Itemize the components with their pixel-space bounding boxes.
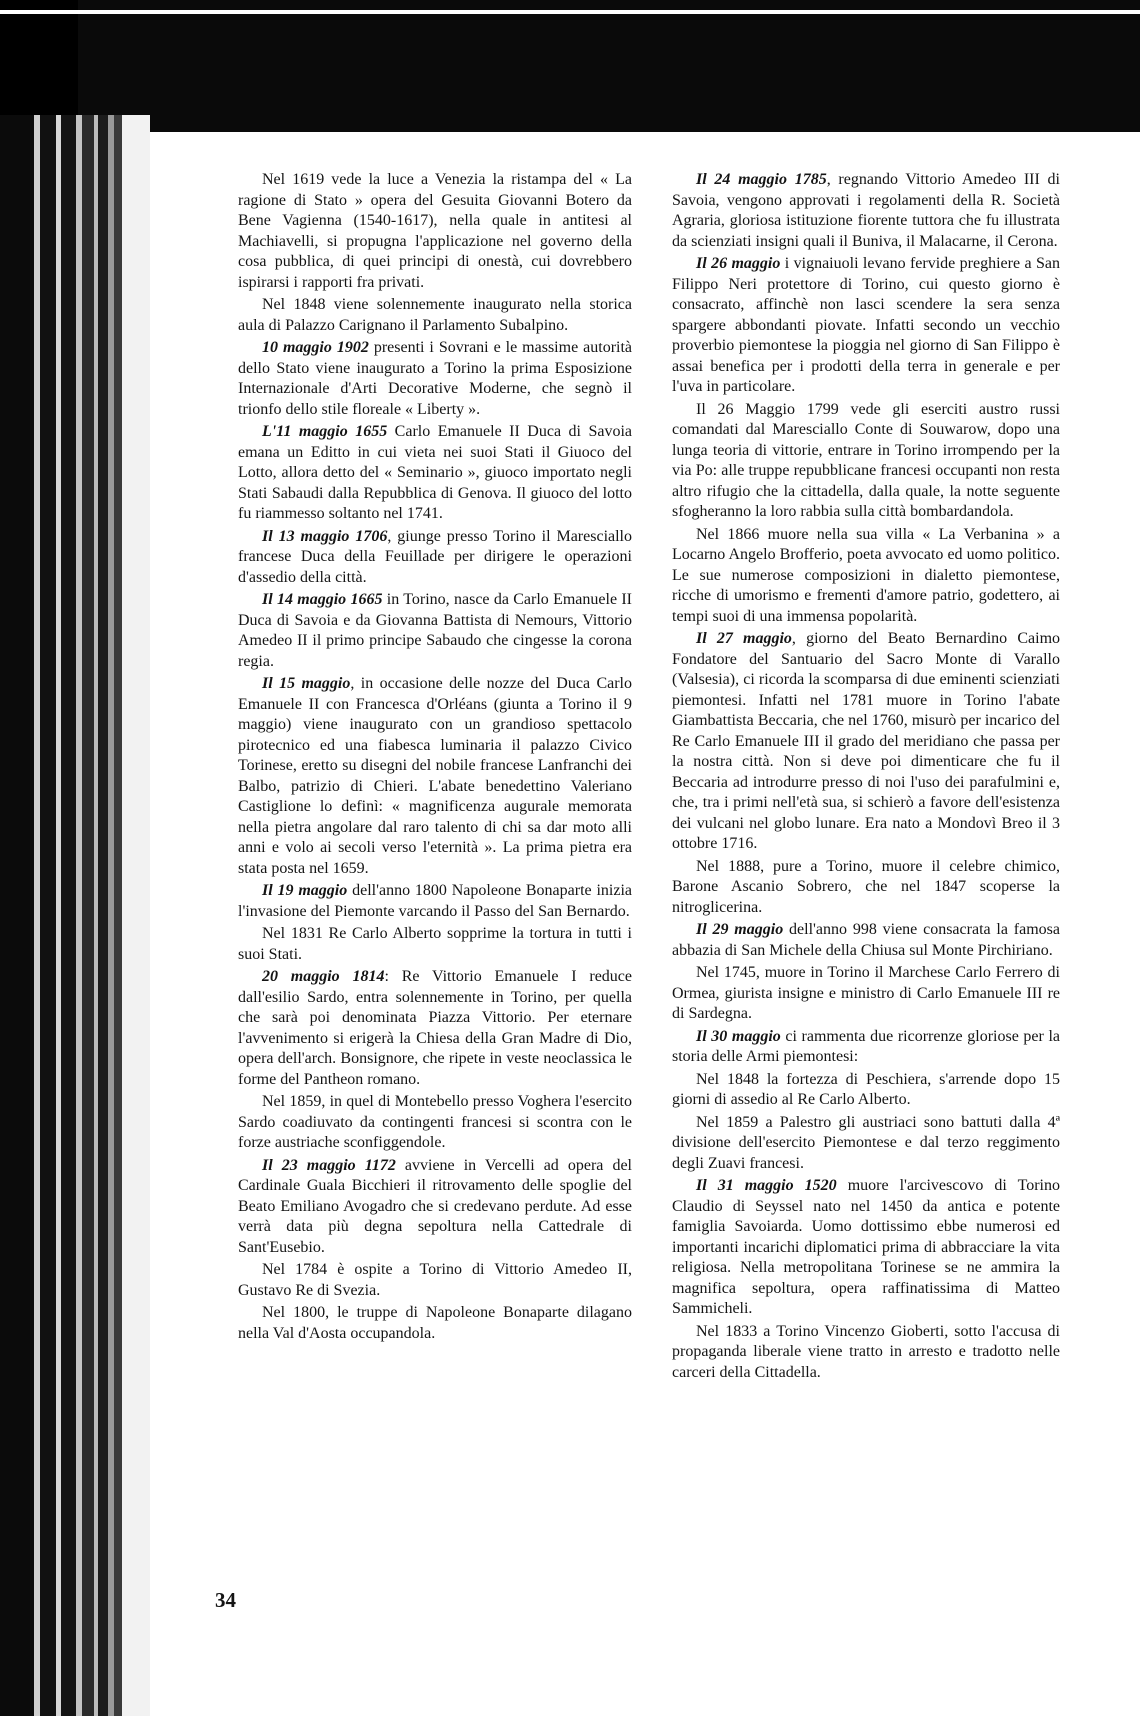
date-heading: Il 24 maggio 1785 xyxy=(696,171,827,188)
paragraph-text: Nel 1619 vede la luce a Venezia la ristampa del « La ragione di Stato » opera del Gesuita Giovanni Botero da Bene Vagienna (1540-1617), nella quale in antitesi al Machiavelli, si propugna l'applicazione nel governo della cosa pubblica, di quei principi di onestà, cui dovrebbero ispirarsi i rapporti fra privati. xyxy=(238,171,632,291)
paragraph-text: : Re Vittorio Emanuele I reduce dall'esilio Sardo, entra solennemente in Torino, per quella che sarà poi denominata Piazza Vittorio. Per eternare l'avvenimento si erigerà la Chiesa della Gran Madre di Dio, opera dell'arch. Bonsignore, che ripete in veste neoclassica le forme del Pantheon romano. xyxy=(238,968,633,1088)
paragraph xyxy=(238,1303,632,1344)
paragraph xyxy=(672,1027,1060,1068)
paragraph xyxy=(672,629,1060,855)
paragraph xyxy=(672,1070,1060,1111)
paragraph xyxy=(672,1322,1060,1384)
scan-top-notch xyxy=(0,0,78,132)
date-heading: Il 30 maggio xyxy=(696,1027,781,1045)
paragraph-text: , in occasione delle nozze del Duca Carlo Emanuele II con Francesca d'Orléans (giunta a Torino il 9 maggio) viene inaugurato con un grandioso spettacolo pirotecnico ed una fiabesca luminaria il palazzo Civico Torinese, eretto su disegni del nobile francese Lanfranchi dei Balbo, patrizio di Chieri. L'abate benedettino Valeriano Castiglione lo definì: « magnificenza augurale memorata nella pietra angolare dal raro talento di chi sa dar moto alli anni e volo ai secoli verso l'eternità ». La prima pietra era stata posta nel 1659. xyxy=(238,675,632,877)
paragraph xyxy=(672,525,1060,628)
date-heading: Il 14 maggio 1665 xyxy=(262,591,383,608)
paragraph xyxy=(238,674,632,879)
paragraph-text: , regnando Vittorio Amedeo III di Savoia, vengono approvati i regolamenti della R. Società Agraria, gloriosa istituzione fiorente tuttora che fu illustrata da scienziati insigni quali il Buniva, il Malacarne, il Cerona. xyxy=(672,171,1060,250)
paragraph-text: , giorno del Beato Bernardino Caimo Fondatore del Santuario del Sacro Monte di Varallo (Valsesia), ci ricorda la scomparsa di due eminenti scienziati piemontesi. Infatti nel 1781 muore in Torino l'abate Giambattista Beccaria, che nel 1760, misurò per incarico del Re Carlo Emanuele III il grado del meridiano che passa per la nostra città. Non si deve poi dimenticare che fu il Beccaria ad introdurre presso di noi l'uso dei parafulmini e, che, tra i primi nell'età sua, si schierò a favore dell'esistenza dei vulcani nel globo lunare. Era nato a Mondovì Breo il 3 ottobre 1716. xyxy=(672,630,1061,852)
date-heading: Il 15 maggio xyxy=(262,675,351,692)
paragraph xyxy=(238,338,632,420)
paragraph xyxy=(238,590,632,672)
date-heading: 20 maggio 1814 xyxy=(262,968,385,985)
paragraph xyxy=(238,295,632,336)
paragraph-text: Nel 1888, pure a Torino, muore il celebre chimico, Barone Ascanio Sobrero, che nel 1847 scoperse la nitroglicerina. xyxy=(672,857,1060,916)
paragraph-text: avviene in Vercelli ad opera del Cardinale Guala Bicchieri il ritrovamento delle spoglie del Beato Emiliano Avogadro che si credevano perdute. Ad esse verrà data più degna sepoltura nella Cattedrale di Sant'Eusebio. xyxy=(238,1156,632,1256)
paragraph xyxy=(238,967,632,1090)
paragraph xyxy=(672,963,1060,1025)
scan-top-edge xyxy=(0,10,1140,14)
paragraph-text: presenti i Sovrani e le massime autorità dello Stato viene inaugurato a Torino la prima Esposizione Internazionale d'Arti Decorative Moderne, che segnò il trionfo dello stile floreale « Liberty ». xyxy=(238,339,633,418)
paragraph xyxy=(238,1260,632,1301)
paragraph xyxy=(672,1113,1060,1175)
right-text-column xyxy=(672,170,1060,1385)
date-heading: L'11 maggio 1655 xyxy=(262,423,388,440)
paragraph-text: dell'anno 1800 Napoleone Bonaparte inizia l'invasione del Piemonte varcando il Passo del San Bernardo. xyxy=(238,882,633,920)
paragraph-text: ci rammenta due ricorrenze gloriose per la storia delle Armi piemontesi: xyxy=(672,1027,1060,1065)
paragraph xyxy=(238,1156,632,1259)
date-heading: Il 27 maggio xyxy=(696,630,792,647)
date-heading: Il 26 maggio xyxy=(696,255,781,272)
paragraph-text: Nel 1848 la fortezza di Peschiera, s'arrende dopo 15 giorni di assedio al Re Carlo Alberto. xyxy=(672,1070,1060,1108)
paragraph-text: in Torino, nasce da Carlo Emanuele II Duca di Savoia e da Giovanna Battista di Nemours, Vittorio Amedeo II il primo principe Sabaudo che cingesse la corona regia. xyxy=(238,591,633,670)
paragraph xyxy=(672,400,1060,523)
paragraph xyxy=(672,170,1060,252)
paragraph xyxy=(238,881,632,922)
scan-left-edge xyxy=(0,115,150,1716)
paragraph-text: Nel 1833 a Torino Vincenzo Gioberti, sotto l'accusa di propaganda liberale viene tratto in arresto e tradotto nelle carceri della Cittadella. xyxy=(672,1322,1060,1381)
page-number: 34 xyxy=(215,1588,236,1612)
paragraph-text: Nel 1784 è ospite a Torino di Vittorio Amedeo II, Gustavo Re di Svezia. xyxy=(238,1261,632,1299)
paragraph xyxy=(238,924,632,965)
paragraph xyxy=(672,920,1060,961)
paragraph-text: i vignaiuoli levano fervide preghiere a San Filippo Neri protettore di Torino, cui questo giorno è consacrato, affinchè non lasci scendere la sera senza spargere abbondanti piovate. Infatti secondo un vecchio proverbio piemontese la pioggia nel giorno di San Filippo è assai benefica per i prodotti della terra in generale e per l'uva in particolare. xyxy=(672,255,1060,395)
paragraph xyxy=(672,857,1060,919)
date-heading: Il 23 maggio 1172 xyxy=(262,1156,396,1174)
paragraph xyxy=(238,170,632,293)
left-text-column xyxy=(238,170,632,1346)
scan-top-dark-band xyxy=(0,0,1140,132)
paragraph-text: muore l'arcivescovo di Torino Claudio di Seyssel nato nel 1450 da antica e potente famiglia Savoiarda. Uomo dottissimo ebbe numerosi ed importanti incarichi diplomatici prima di abbracciare la vita religiosa. Nella metropolitana Torinese se ne ammira la magnifica sepoltura, opera raffinatissima di Matteo Sammicheli. xyxy=(672,1177,1061,1317)
paragraph xyxy=(238,422,632,525)
paragraph-text: Nel 1859 a Palestro gli austriaci sono battuti dalla 4ª divisione dell'esercito Piemontese e dal terzo reggimento degli Zuavi francesi. xyxy=(672,1113,1060,1172)
paragraph xyxy=(672,1176,1060,1320)
paragraph-text: Nel 1848 viene solennemente inaugurato nella storica aula di Palazzo Carignano il Parlamento Subalpino. xyxy=(238,296,632,334)
date-heading: 10 maggio 1902 xyxy=(262,339,369,356)
paragraph xyxy=(672,254,1060,398)
paragraph-text: Nel 1831 Re Carlo Alberto sopprime la tortura in tutti i suoi Stati. xyxy=(238,925,632,963)
paragraph-text: Nel 1866 muore nella sua villa « La Verbanina » a Locarno Angelo Brofferio, poeta avvocato ed uomo politico. Le sue numerose composizioni in dialetto piemontese, ricche di umorismo e frementi d'amore patrio, godettero, ai tempi suoi di una immensa popolarità. xyxy=(672,525,1060,625)
paragraph xyxy=(238,1092,632,1154)
paragraph-text: , giunge presso Torino il Maresciallo francese Duca della Feuillade per dirigere le operazioni d'assedio della città. xyxy=(238,527,633,586)
paragraph-text: dell'anno 998 viene consacrata la famosa abbazia di San Michele della Chiusa sul Monte Pirchiriano. xyxy=(672,921,1060,959)
paragraph-text: Nel 1800, le truppe di Napoleone Bonaparte dilagano nella Val d'Aosta occupandola. xyxy=(238,1304,632,1342)
paragraph-text: Nel 1859, in quel di Montebello presso Voghera l'esercito Sardo coadiuvato da contingenti francesi si scontra con le forze austriache sconfiggendole. xyxy=(238,1093,632,1151)
paragraph-text: Nel 1745, muore in Torino il Marchese Carlo Ferrero di Ormea, giurista insigne e ministro di Carlo Emanuele III re di Sardegna. xyxy=(672,964,1060,1022)
paragraph xyxy=(238,527,632,589)
date-heading: Il 31 maggio 1520 xyxy=(696,1177,837,1194)
date-heading: Il 19 maggio xyxy=(262,882,348,899)
paragraph-text: Carlo Emanuele II Duca di Savoia emana un Editto in cui vieta nei suoi Stati il Giuoco del Lotto, allora detto del « Seminario », giuoco importato negli Stati Sabaudi dalla Repubblica di Genova. Il giuoco del lotto fu riammesso soltanto nel 1741. xyxy=(238,423,632,522)
date-heading: Il 13 maggio 1706 xyxy=(262,527,388,545)
date-heading: Il 29 maggio xyxy=(696,921,784,938)
paragraph-text: Il 26 Maggio 1799 vede gli eserciti austro russi comandati dal Maresciallo Conte di Souwarow, dopo una lunga teoria di vittorie, entrare in Torino irrompendo per la via Po: alle truppe repubblicane francesi occupanti non resta altro rifugio che la cittadella, dalla quale, la notte seguente sfogheranno la loro rabbia sulla città bombardandola. xyxy=(672,400,1060,520)
